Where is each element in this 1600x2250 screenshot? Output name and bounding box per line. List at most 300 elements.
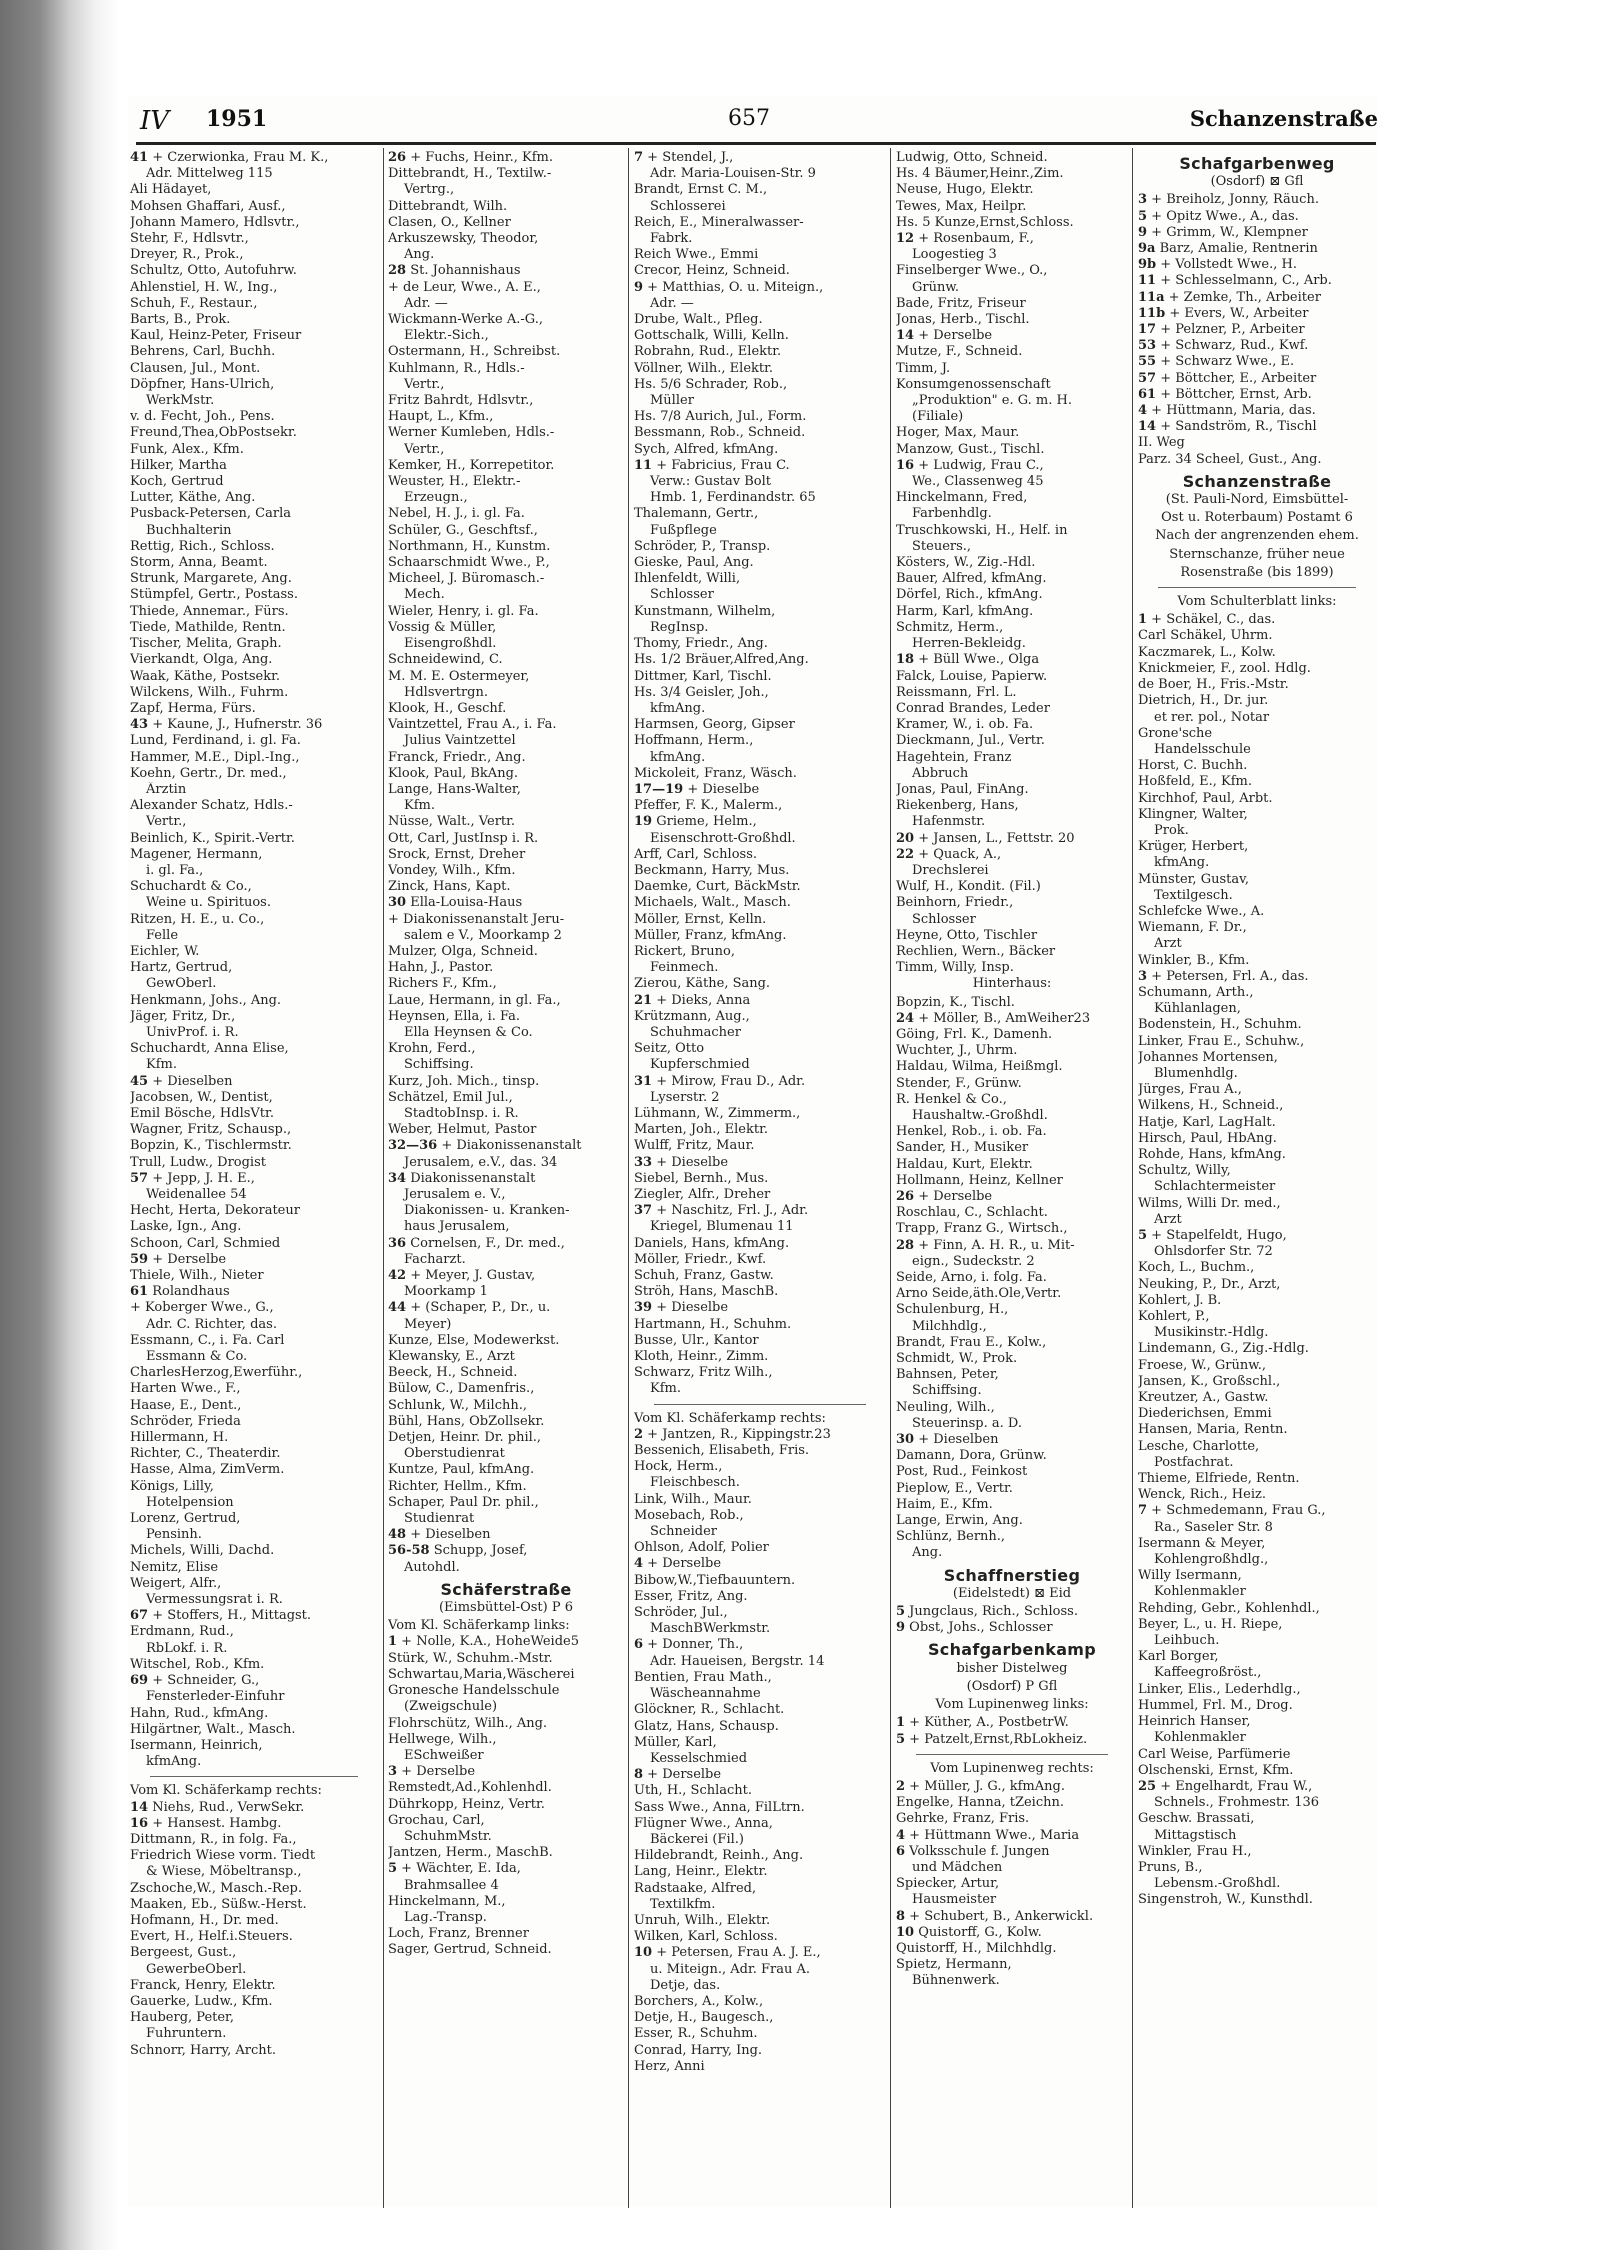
house-number: 1 bbox=[1138, 612, 1148, 628]
directory-entry: kfmAng. bbox=[1154, 855, 1210, 871]
house-number: 5 bbox=[388, 1861, 398, 1877]
directory-entry: Milchhdlg., bbox=[912, 1318, 987, 1334]
street-subheading: Sternschanze, früher neue bbox=[1169, 546, 1345, 562]
street-subheading: bisher Distelweg bbox=[956, 1660, 1068, 1676]
street-heading: Schafgarbenweg bbox=[1179, 154, 1335, 173]
directory-entry: Jacobsen, W., Dentist, bbox=[130, 1089, 273, 1105]
directory-entry: Feinmech. bbox=[650, 960, 719, 976]
directory-entry: Franck, Friedr., Ang. bbox=[388, 749, 526, 765]
directory-entry: 61 Rolandhaus bbox=[130, 1284, 230, 1300]
directory-entry: 67 + Stoffers, H., Mittagst. bbox=[130, 1608, 312, 1624]
directory-entry: Reich, E., Mineralwasser- bbox=[634, 214, 804, 230]
header-year: 1951 bbox=[206, 106, 268, 132]
directory-column-4 bbox=[896, 150, 1128, 2210]
directory-entry: Textilgesch. bbox=[1154, 887, 1233, 903]
directory-entry: 5 Jungclaus, Rich., Schloss. bbox=[896, 1604, 1078, 1620]
directory-entry: Finselberger Wwe., O., bbox=[896, 263, 1048, 279]
directory-entry: Ziegler, Alfr., Dreher bbox=[634, 1187, 771, 1202]
directory-entry: Ella Heynsen & Co. bbox=[404, 1024, 533, 1040]
directory-entry: 11a + Zemke, Th., Arbeiter bbox=[1138, 289, 1321, 305]
directory-entry: Haldau, Wilma, Heißmgl. bbox=[896, 1059, 1063, 1075]
directory-entry: Friedrich Wiese vorm. Tiedt bbox=[130, 1848, 316, 1864]
directory-entry: Thalemann, Gertr., bbox=[634, 506, 759, 522]
directory-entry: 11 + Fabricius, Frau C. bbox=[634, 457, 790, 473]
street-subheading: Rosenstraße (bis 1899) bbox=[1180, 564, 1334, 580]
directory-entry: Schultz, Willy, bbox=[1138, 1163, 1231, 1179]
directory-entry: Hinckelmann, M., bbox=[388, 1893, 506, 1909]
directory-entry: 4 + Hüttmann Wwe., Maria bbox=[896, 1827, 1080, 1843]
directory-entry: 2 + Müller, J. G., kfmAng. bbox=[896, 1778, 1065, 1794]
directory-entry: Hmb. 1, Ferdinandstr. 65 bbox=[650, 490, 816, 506]
directory-entry: Arkuszewsky, Theodor, bbox=[388, 231, 539, 247]
directory-entry: Wulf, H., Kondit. (Fil.) bbox=[896, 879, 1041, 895]
directory-entry: 26 + Derselbe bbox=[896, 1189, 993, 1204]
directory-entry: Drechslerei bbox=[912, 862, 989, 878]
house-number: 36 bbox=[388, 1235, 407, 1251]
directory-entry: Kunstmann, Wilhelm, bbox=[634, 603, 776, 619]
directory-entry: Glöckner, R., Schlacht. bbox=[634, 1702, 785, 1718]
directory-entry: 9 Obst, Johs., Schlosser bbox=[896, 1620, 1053, 1636]
directory-entry: Wilms, Willi Dr. med., bbox=[1138, 1195, 1281, 1211]
directory-entry: M. M. E. Ostermeyer, bbox=[388, 668, 530, 684]
directory-entry: Werner Kumleben, Hdls.- bbox=[388, 425, 555, 441]
house-number: 39 bbox=[634, 1300, 653, 1316]
directory-entry: Daemke, Curt, BäckMstr. bbox=[634, 879, 801, 895]
directory-entry: Schüler, G., Geschftsf., bbox=[388, 522, 538, 538]
directory-entry: 45 + Dieselben bbox=[130, 1073, 233, 1089]
directory-entry: Fußpflege bbox=[650, 522, 717, 538]
house-number: 26 bbox=[896, 1189, 915, 1204]
directory-entry: Spiecker, Artur, bbox=[896, 1876, 1000, 1892]
section-separator bbox=[150, 1776, 358, 1777]
column-divider bbox=[1132, 148, 1133, 2208]
house-number: 3 bbox=[1138, 968, 1148, 984]
directory-entry: Zschoche,W., Masch.-Rep. bbox=[130, 1880, 302, 1896]
directory-entry: Henkel, Rob., i. ob. Fa. bbox=[896, 1124, 1047, 1140]
directory-entry: Lühmann, W., Zimmerm., bbox=[634, 1105, 801, 1121]
section-separator bbox=[916, 1754, 1108, 1755]
house-number: 69 bbox=[130, 1673, 149, 1689]
directory-entry: Dittmann, R., in folg. Fa., bbox=[130, 1831, 297, 1847]
directory-entry: (Filiale) bbox=[912, 409, 964, 425]
directory-entry: Harmsen, Georg, Gipser bbox=[634, 717, 795, 733]
directory-entry: u. Miteign., Adr. Frau A. bbox=[650, 1961, 811, 1977]
house-number: 26 bbox=[388, 150, 407, 165]
directory-entry: Adr. — bbox=[650, 295, 694, 311]
directory-entry: 30 Ella-Louisa-Haus bbox=[388, 895, 523, 911]
directory-entry: Buchhalterin bbox=[146, 522, 232, 538]
directory-entry: Jäger, Fritz, Dr., bbox=[130, 1008, 236, 1024]
house-number: 4 bbox=[1138, 403, 1148, 419]
directory-entry: Konsumgenossenschaft bbox=[896, 376, 1051, 392]
directory-entry: Vertr., bbox=[146, 814, 187, 830]
directory-entry: Weidenallee 54 bbox=[146, 1187, 247, 1202]
directory-entry: Kurz, Joh. Mich., tinsp. bbox=[388, 1073, 540, 1089]
directory-entry: Engelke, Hanna, tZeichn. bbox=[896, 1795, 1064, 1811]
directory-entry: Hs. 3/4 Geisler, Joh., bbox=[634, 684, 769, 700]
directory-entry: Lag.-Transp. bbox=[404, 1909, 487, 1925]
directory-entry: Nemitz, Elise bbox=[130, 1559, 219, 1575]
house-number: 61 bbox=[130, 1284, 149, 1300]
directory-entry: Hinckelmann, Fred, bbox=[896, 490, 1028, 506]
directory-entry: Tischer, Melita, Graph. bbox=[130, 636, 282, 652]
directory-entry: Brahmsallee 4 bbox=[404, 1877, 499, 1893]
directory-entry: Schuh, F., Restaur., bbox=[130, 295, 258, 311]
directory-entry: Geschw. Brassati, bbox=[1138, 1811, 1255, 1827]
volume-roman: IV bbox=[140, 106, 170, 136]
directory-entry: Schröder, P., Transp. bbox=[634, 538, 771, 554]
house-number: 1 bbox=[896, 1715, 906, 1731]
directory-entry: Dietrich, H., Dr. jur. bbox=[1138, 693, 1269, 709]
directory-entry: Schuchardt & Co., bbox=[130, 879, 252, 895]
directory-entry: Pusback-Petersen, Carla bbox=[130, 506, 291, 522]
directory-entry: 43 + Kaune, J., Hufnerstr. 36 bbox=[130, 717, 323, 733]
directory-entry: RbLokf. i. R. bbox=[146, 1640, 228, 1656]
directory-entry: Kohlert, P., bbox=[1138, 1309, 1210, 1325]
directory-entry: Wilken, Karl, Schloss. bbox=[634, 1929, 778, 1945]
house-number: 5 bbox=[896, 1731, 906, 1747]
house-number: 9 bbox=[1138, 224, 1148, 240]
directory-entry: 44 + (Schaper, P., Dr., u. bbox=[388, 1300, 551, 1316]
directory-entry: Eisengroßhdl. bbox=[404, 636, 497, 652]
directory-entry: Kreutzer, A., Gastw. bbox=[1138, 1390, 1269, 1406]
directory-entry: Hellwege, Wilh., bbox=[388, 1731, 497, 1747]
house-number: 14 bbox=[130, 1799, 149, 1815]
directory-entry: Handelsschule bbox=[1154, 741, 1251, 757]
directory-entry: 9 + Matthias, O. u. Miteign., bbox=[634, 279, 824, 295]
directory-entry: 9b + Vollstedt Wwe., H. bbox=[1138, 257, 1297, 273]
directory-entry: 28 St. Johannishaus bbox=[388, 263, 521, 279]
directory-entry: Königs, Lilly, bbox=[130, 1478, 214, 1494]
directory-entry: Isermann, Heinrich, bbox=[130, 1737, 263, 1753]
directory-entry: Reissmann, Frl. L. bbox=[896, 684, 1017, 700]
directory-entry: Dittebrandt, Wilh. bbox=[388, 198, 508, 214]
house-number: 19 bbox=[634, 814, 653, 830]
directory-entry: 9 + Grimm, W., Klempner bbox=[1138, 224, 1308, 240]
directory-entry: Mickoleit, Franz, Wäsch. bbox=[634, 765, 797, 781]
house-number: 6 bbox=[634, 1637, 644, 1653]
directory-entry: Michaels, Walt., Masch. bbox=[634, 895, 791, 911]
directory-entry: Hansen, Maria, Rentn. bbox=[1138, 1422, 1288, 1438]
directory-entry: Tiede, Mathilde, Rentn. bbox=[130, 619, 286, 635]
directory-entry: Micheel, J. Büromasch.- bbox=[388, 571, 545, 587]
directory-entry: Lange, Erwin, Ang. bbox=[896, 1513, 1023, 1529]
directory-entry: Detje, das. bbox=[650, 1977, 721, 1993]
directory-entry: Völlner, Wilh., Elektr. bbox=[634, 360, 774, 376]
directory-entry: Hasse, Alma, ZimVerm. bbox=[130, 1462, 285, 1478]
directory-entry: ESchweißer bbox=[404, 1747, 484, 1763]
directory-entry: Kloth, Heinr., Zimm. bbox=[634, 1349, 769, 1365]
house-number: 2 bbox=[896, 1778, 906, 1794]
house-number: 9b bbox=[1138, 257, 1157, 273]
house-number: 20 bbox=[896, 830, 915, 846]
directory-entry: Harm, Karl, kfmAng. bbox=[896, 603, 1034, 619]
directory-entry: Seide, Arno, i. folg. Fa. bbox=[896, 1270, 1047, 1286]
directory-entry: Michels, Willi, Dachd. bbox=[130, 1543, 275, 1559]
directory-entry: kfmAng. bbox=[146, 1754, 202, 1770]
directory-entry: Clausen, Jul., Mont. bbox=[130, 360, 261, 376]
directory-entry: Diakonissen- u. Kranken- bbox=[404, 1203, 570, 1219]
directory-entry: Borchers, A., Kolw., bbox=[634, 1993, 764, 2009]
directory-entry: Kupferschmied bbox=[650, 1057, 750, 1073]
directory-entry: Müller bbox=[650, 393, 694, 409]
directory-entry: Erzeugn., bbox=[404, 490, 468, 506]
directory-entry: Hilgärtner, Walt., Masch. bbox=[130, 1721, 296, 1737]
directory-entry: Schröder, Jul., bbox=[634, 1605, 728, 1621]
directory-entry: Mohsen Ghaffari, Ausf., bbox=[130, 198, 286, 214]
directory-entry: Lund, Ferdinand, i. gl. Fa. bbox=[130, 733, 301, 749]
directory-entry: Lindemann, G., Zig.-Hdlg. bbox=[1138, 1341, 1309, 1357]
house-number: 32—36 bbox=[388, 1138, 438, 1154]
directory-column-2 bbox=[388, 150, 624, 2210]
directory-entry: Behrens, Carl, Buchh. bbox=[130, 344, 276, 360]
directory-entry: Haushaltw.-Großhdl. bbox=[912, 1107, 1048, 1123]
directory-entry: Lange, Hans-Walter, bbox=[388, 781, 521, 797]
house-number: 28 bbox=[896, 1237, 915, 1253]
street-subheading: Vom Schulterblatt links: bbox=[1177, 594, 1337, 610]
directory-entry: Koch, Gertrud bbox=[130, 474, 224, 490]
directory-entry: Neuse, Hugo, Elektr. bbox=[896, 182, 1034, 198]
directory-entry: Bahnsen, Peter, bbox=[896, 1367, 999, 1383]
directory-entry: Ritzen, H. E., u. Co., bbox=[130, 911, 265, 927]
directory-entry: Klook, Paul, BkAng. bbox=[388, 765, 519, 781]
directory-entry: Stürk, W., Schuhm.-Mstr. bbox=[388, 1650, 553, 1666]
directory-entry: 16 + Hansest. Hambg. bbox=[130, 1815, 282, 1831]
directory-entry: 37 + Naschitz, Frl. J., Adr. bbox=[634, 1203, 809, 1219]
directory-entry: Schlunk, W., Milchh., bbox=[388, 1397, 528, 1413]
directory-entry: Hummel, Frl. M., Drog. bbox=[1138, 1697, 1293, 1713]
directory-entry: Prok. bbox=[1154, 822, 1189, 838]
directory-entry: Ströh, Hans, MaschB. bbox=[634, 1284, 779, 1300]
directory-entry: Schuchardt, Anna Elise, bbox=[130, 1041, 289, 1057]
directory-entry: Adr. Haueisen, Bergstr. 14 bbox=[650, 1653, 825, 1669]
directory-entry: + Diakonissenanstalt Jeru- bbox=[388, 911, 565, 927]
directory-entry: 1 + Küther, A., PostbetrW. bbox=[896, 1715, 1069, 1731]
house-number: 59 bbox=[130, 1251, 149, 1267]
directory-entry: salem e V., Moorkamp 2 bbox=[404, 927, 562, 943]
directory-entry: Autohdl. bbox=[404, 1559, 460, 1575]
directory-entry: 57 + Jepp, J. H. E., bbox=[130, 1170, 255, 1186]
page-number: 657 bbox=[728, 106, 770, 131]
directory-entry: Krützmann, Aug., bbox=[634, 1008, 750, 1024]
directory-entry: 55 + Schwarz Wwe., E. bbox=[1138, 354, 1295, 370]
directory-entry: Ott, Carl, JustInsp i. R. bbox=[388, 830, 539, 846]
directory-entry: Brandt, Frau E., Kolw., bbox=[896, 1334, 1047, 1350]
directory-entry: Bäckerei (Fil.) bbox=[650, 1831, 744, 1847]
directory-entry: Wiemann, F. Dr., bbox=[1138, 920, 1247, 936]
directory-entry: Göing, Frl. K., Damenh. bbox=[896, 1026, 1053, 1042]
directory-entry: Vossig & Müller, bbox=[388, 619, 497, 635]
directory-entry: Radstaake, Alfred, bbox=[634, 1880, 757, 1896]
directory-entry: Zierou, Käthe, Sang. bbox=[634, 976, 771, 992]
directory-entry: Wieler, Henry, i. gl. Fa. bbox=[388, 603, 539, 619]
directory-entry: Bentien, Frau Math., bbox=[634, 1669, 772, 1685]
directory-entry: Detjen, Heinr. Dr. phil., bbox=[388, 1430, 542, 1446]
house-number: 53 bbox=[1138, 338, 1157, 354]
directory-entry: Winkler, B., Kfm. bbox=[1138, 952, 1250, 968]
directory-entry: StadtobInsp. i. R. bbox=[404, 1105, 519, 1121]
directory-entry: kfmAng. bbox=[650, 749, 706, 765]
directory-entry: Textilkfm. bbox=[650, 1896, 716, 1912]
directory-entry: 69 + Schneider, G., bbox=[130, 1673, 260, 1689]
directory-column-1 bbox=[130, 150, 378, 2210]
directory-entry: 5 + Wächter, E. Ida, bbox=[388, 1861, 521, 1877]
column-divider bbox=[628, 148, 629, 2208]
directory-entry: Lorenz, Gertrud, bbox=[130, 1511, 241, 1527]
directory-entry: Schlachtermeister bbox=[1154, 1179, 1276, 1195]
directory-entry: Kohlenmakler bbox=[1154, 1584, 1246, 1600]
street-subheading: (Osdorf) P Gfl bbox=[966, 1678, 1058, 1694]
directory-entry: Olschenski, Ernst, Kfm. bbox=[1138, 1762, 1294, 1778]
house-number: 44 bbox=[388, 1300, 407, 1316]
directory-entry: Hotelpension bbox=[146, 1494, 234, 1510]
directory-entry: Loogestieg 3 bbox=[912, 247, 997, 263]
directory-entry: 32—36 + Diakonissenanstalt bbox=[388, 1138, 582, 1154]
directory-entry: Ali Hädayet, bbox=[130, 182, 212, 198]
directory-entry: Hs. 1/2 Bräuer,Alfred,Ang. bbox=[634, 652, 809, 668]
street-heading: Schanzenstraße bbox=[1182, 471, 1332, 491]
directory-entry: 10 Quistorff, G., Kolw. bbox=[896, 1924, 1042, 1940]
directory-entry: Stümpfel, Gertr., Postass. bbox=[130, 587, 298, 603]
directory-entry: Mittagstisch bbox=[1154, 1827, 1237, 1843]
house-number: 31 bbox=[634, 1073, 653, 1089]
header-street: Schanzenstraße bbox=[1189, 106, 1378, 131]
directory-entry: Isermann & Meyer, bbox=[1138, 1535, 1266, 1551]
directory-entry: Vom Kl. Schäferkamp rechts: bbox=[634, 1410, 826, 1426]
directory-entry: Vom Kl. Schäferkamp links: bbox=[388, 1618, 570, 1634]
directory-entry: Singenstroh, W., Kunsthdl. bbox=[1138, 1892, 1313, 1908]
directory-entry: 61 + Böttcher, Ernst, Arb. bbox=[1138, 386, 1312, 402]
directory-entry: Farbenhdlg. bbox=[912, 506, 992, 522]
directory-entry: 39 + Dieselbe bbox=[634, 1300, 729, 1316]
directory-entry: Wickmann-Werke A.-G., bbox=[388, 312, 543, 328]
directory-entry: Haim, E., Kfm. bbox=[896, 1496, 993, 1512]
directory-entry: Jonas, Paul, FinAng. bbox=[896, 781, 1029, 797]
directory-entry: 11b + Evers, W., Arbeiter bbox=[1138, 305, 1309, 321]
directory-entry: Linker, Frau E., Schuhw., bbox=[1138, 1033, 1305, 1049]
directory-entry: Truschkowski, H., Helf. in bbox=[896, 522, 1068, 538]
directory-entry: Vermessungsrat i. R. bbox=[146, 1592, 283, 1608]
directory-entry: Schmitz, Herm., bbox=[896, 619, 1004, 635]
directory-entry: Möller, Ernst, Kelln. bbox=[634, 911, 767, 927]
directory-entry: Rechlien, Wern., Bäcker bbox=[896, 943, 1056, 959]
directory-entry: Erdmann, Rud., bbox=[130, 1624, 234, 1640]
directory-entry: Verw.: Gustav Bolt bbox=[650, 474, 771, 490]
directory-entry: Esser, Fritz, Ang. bbox=[634, 1588, 748, 1604]
house-number: 14 bbox=[896, 328, 915, 344]
directory-entry: Nebel, H. J., i. gl. Fa. bbox=[388, 506, 525, 522]
directory-entry: 16 + Ludwig, Frau C., bbox=[896, 457, 1044, 473]
directory-entry: Müller, Karl, bbox=[634, 1734, 717, 1750]
directory-entry: 3 + Derselbe bbox=[388, 1764, 476, 1780]
directory-entry: 48 + Dieselben bbox=[388, 1527, 491, 1543]
directory-entry: Knickmeier, F., zool. Hdlg. bbox=[1138, 660, 1311, 676]
house-number: 17—19 bbox=[634, 781, 684, 797]
directory-entry: Beyer, L., u. H. Riepe, bbox=[1138, 1616, 1283, 1632]
directory-entry: 11 + Schlesselmann, C., Arb. bbox=[1138, 273, 1332, 289]
directory-entry: Hahn, Rud., kfmAng. bbox=[130, 1705, 269, 1721]
directory-entry: Schlosserei bbox=[650, 198, 726, 214]
directory-entry: Siebel, Bernh., Mus. bbox=[634, 1170, 769, 1186]
directory-entry: Tewes, Max, Heilpr. bbox=[896, 198, 1027, 214]
directory-entry: Hoffmann, Herm., bbox=[634, 733, 754, 749]
street-subheading: Vom Lupinenweg rechts: bbox=[930, 1760, 1094, 1776]
directory-entry: Müller, Franz, kfmAng. bbox=[634, 927, 787, 943]
directory-entry: Jonas, Herb., Tischl. bbox=[896, 312, 1030, 328]
directory-entry: Zinck, Hans, Kapt. bbox=[388, 879, 511, 895]
directory-entry: Maaken, Eb., Süßw.-Herst. bbox=[130, 1896, 307, 1912]
house-number: 41 bbox=[130, 150, 149, 165]
directory-entry: Schätzel, Emil Jul., bbox=[388, 1089, 513, 1105]
directory-entry: Dittmer, Karl, Tischl. bbox=[634, 668, 772, 684]
directory-entry: Barts, B., Prok. bbox=[130, 312, 231, 328]
directory-entry: Schlosser bbox=[912, 911, 976, 927]
directory-entry: + Koberger Wwe., G., bbox=[130, 1300, 274, 1316]
directory-entry: Klingner, Walter, bbox=[1138, 806, 1248, 822]
directory-entry: Sass Wwe., Anna, FilLtrn. bbox=[634, 1799, 805, 1815]
directory-entry: Mulzer, Olga, Schneid. bbox=[388, 943, 538, 959]
directory-entry: 12 + Rosenbaum, F., bbox=[896, 231, 1034, 247]
directory-entry: Mosebach, Rob., bbox=[634, 1507, 744, 1523]
directory-entry: Sager, Gertrud, Schneid. bbox=[388, 1942, 552, 1958]
directory-entry: CharlesHerzog,Ewerführ., bbox=[130, 1365, 303, 1381]
directory-entry: Vondey, Wilh., Kfm. bbox=[388, 862, 516, 878]
directory-entry: Johannes Mortensen, bbox=[1138, 1049, 1278, 1065]
directory-entry: Ra., Saseler Str. 8 bbox=[1154, 1519, 1273, 1535]
directory-entry: Ang. bbox=[912, 1545, 943, 1561]
directory-entry: Bade, Fritz, Friseur bbox=[896, 295, 1026, 311]
directory-entry: Hoger, Max, Maur. bbox=[896, 425, 1020, 441]
directory-entry: Carl Schäkel, Uhrm. bbox=[1138, 628, 1273, 644]
directory-entry: Richter, C., Theaterdir. bbox=[130, 1446, 281, 1462]
directory-entry: Schlefcke Wwe., A. bbox=[1138, 903, 1265, 919]
directory-entry: Bibow,W.,Tiefbauuntern. bbox=[634, 1572, 796, 1588]
directory-entry: Oberstudienrat bbox=[404, 1446, 505, 1462]
directory-entry: Elektr.-Sich., bbox=[404, 328, 489, 344]
directory-entry: II. Weg bbox=[1138, 435, 1185, 451]
directory-entry: Fensterleder-Einfuhr bbox=[146, 1689, 285, 1705]
directory-entry: Vertr., bbox=[404, 376, 445, 392]
directory-entry: Hoßfeld, E., Kfm. bbox=[1138, 774, 1252, 790]
directory-entry: Haldau, Kurt, Elektr. bbox=[896, 1156, 1033, 1172]
directory-entry: Jansen, K., Großschl., bbox=[1138, 1373, 1281, 1389]
directory-entry: Funk, Alex., Kfm. bbox=[130, 441, 244, 457]
house-number: 61 bbox=[1138, 386, 1157, 402]
directory-entry: Gieske, Paul, Ang. bbox=[634, 555, 754, 571]
directory-entry: Schneider bbox=[650, 1524, 718, 1540]
directory-entry: Vaintzettel, Frau A., i. Fa. bbox=[388, 717, 557, 733]
directory-entry: 28 + Finn, A. H. R., u. Mit- bbox=[896, 1237, 1075, 1253]
house-number: 57 bbox=[1138, 370, 1157, 386]
directory-entry: Damann, Dora, Grünw. bbox=[896, 1448, 1047, 1464]
directory-entry: Schiffsing. bbox=[404, 1057, 474, 1073]
directory-entry: Riekenberg, Hans, bbox=[896, 798, 1019, 814]
house-number: 33 bbox=[634, 1154, 653, 1170]
directory-entry: Jerusalem, e.V., das. 34 bbox=[404, 1154, 558, 1170]
directory-entry: Spietz, Hermann, bbox=[896, 1957, 1012, 1973]
house-number: 3 bbox=[388, 1764, 398, 1780]
directory-entry: Glatz, Hans, Schausp. bbox=[634, 1718, 779, 1734]
street-subheading: Ost u. Roterbaum) Postamt 6 bbox=[1161, 510, 1353, 526]
directory-entry: Fuhruntern. bbox=[146, 2026, 227, 2042]
house-number: 11 bbox=[1138, 273, 1157, 289]
directory-entry: Drube, Walt., Pfleg. bbox=[634, 312, 763, 328]
directory-entry: Emil Bösche, HdlsVtr. bbox=[130, 1105, 274, 1121]
directory-entry: Neuling, Wilh., bbox=[896, 1399, 995, 1415]
directory-entry: Mutze, F., Schneid. bbox=[896, 344, 1023, 360]
house-number: 43 bbox=[130, 717, 149, 733]
directory-entry: Lutter, Käthe, Ang. bbox=[130, 490, 256, 506]
